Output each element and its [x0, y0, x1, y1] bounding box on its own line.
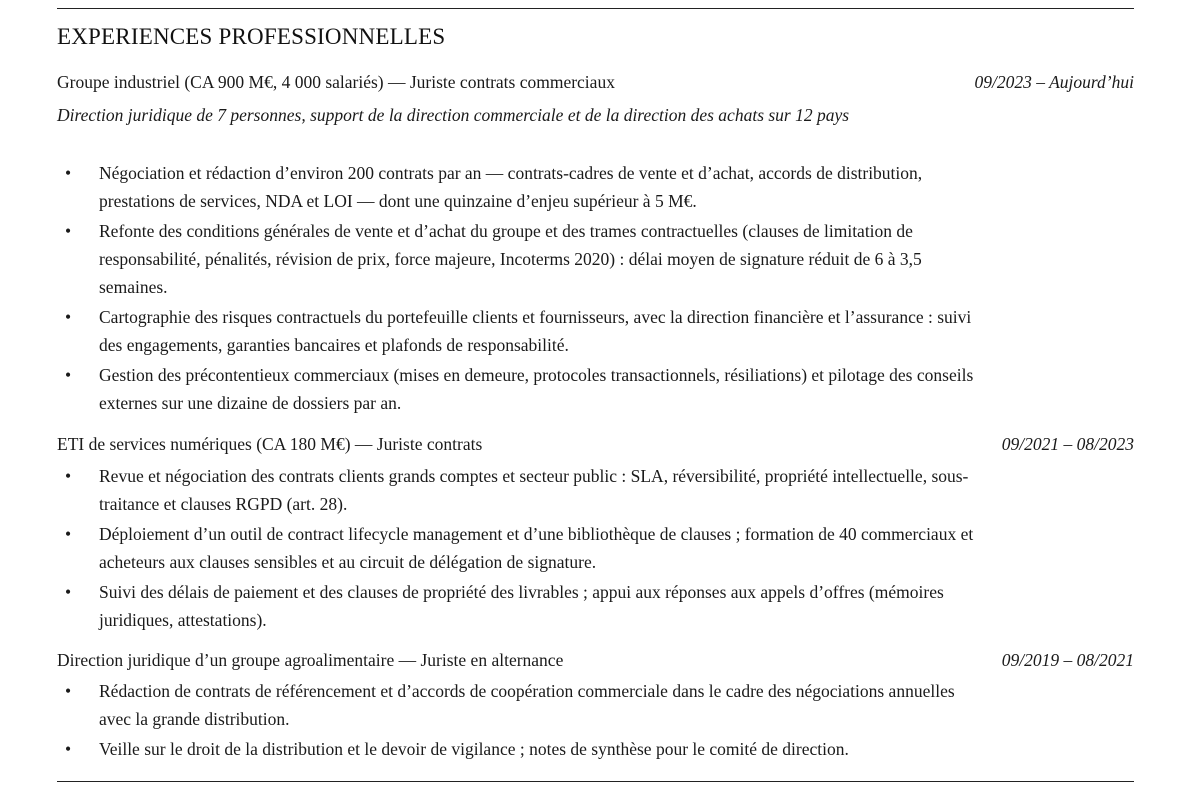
bullet-text: Refonte des conditions générales de vente et d’achat du groupe et des trames contractuelles (clauses de limitation de responsabilité, pénalités, révision de prix, force majeure, Incoterms 2020) : délai moyen de signature réduit de 6 à 3,5 semaines. — [99, 221, 922, 297]
bullet-text: Veille sur le droit de la distribution et le devoir de vigilance ; notes de synthèse pour le comité de direction. — [99, 739, 849, 759]
bullet-icon: • — [65, 582, 72, 602]
bullet-text: Déploiement d’un outil de contract lifecycle management et d’une bibliothèque de clauses ; formation de 40 commerciaux et acheteurs aux clauses sensibles et au circuit de délégation de signature. — [99, 524, 974, 572]
bullet-icon: • — [65, 681, 72, 701]
bullet-text: Rédaction de contrats de référencement et d’accords de coopération commerciale dans le cadre des négociations annuelles avec la grande distribution. — [99, 681, 955, 729]
section-title: EXPERIENCES PROFESSIONNELLES — [57, 24, 446, 49]
job-dates: 09/2019 – 08/2021 — [1001, 650, 1134, 670]
list-item — [57, 735, 987, 763]
job-title: ETI de services numériques (CA 180 M€) — Juriste contrats — [57, 434, 483, 454]
bullet-icon: • — [65, 466, 72, 486]
job-header — [57, 650, 1134, 674]
job-bullet-list — [57, 462, 987, 636]
job-bullet-list — [57, 677, 987, 765]
list-item — [57, 361, 987, 417]
bullet-text: Suivi des délais de paiement et des clauses de propriété des livrables ; appui aux réponses aux appels d’offres (mémoires juridiques, attestations). — [99, 582, 944, 630]
bullet-text: Cartographie des risques contractuels du portefeuille clients et fournisseurs, avec la direction financière et l’assurance : suivi des engagements, garanties bancaires et plafonds de responsabilité. — [99, 307, 972, 355]
bullet-icon: • — [65, 307, 72, 327]
bullet-icon: • — [65, 524, 72, 544]
list-item — [57, 520, 987, 576]
bottom-rule — [57, 781, 1134, 782]
list-item — [57, 217, 987, 301]
job-description: Direction juridique de 7 personnes, support de la direction commerciale et de la direction des achats sur 12 pays — [57, 105, 850, 125]
bullet-icon: • — [65, 163, 72, 183]
list-item — [57, 462, 987, 518]
job-title: Groupe industriel (CA 900 M€, 4 000 salariés) — Juriste contrats commerciaux — [57, 72, 615, 92]
bullet-text: Gestion des précontentieux commerciaux (mises en demeure, protocoles transactionnels, résiliations) et pilotage des conseils externes sur une dizaine de dossiers par an. — [99, 365, 974, 413]
bullet-icon: • — [65, 365, 72, 385]
list-item — [57, 677, 987, 733]
job-dates: 09/2021 – 08/2023 — [1001, 434, 1134, 454]
list-item — [57, 303, 987, 359]
list-item — [57, 578, 987, 634]
job-header — [57, 434, 1134, 458]
bullet-icon: • — [65, 739, 72, 759]
top-rule — [57, 8, 1134, 9]
job-title: Direction juridique d’un groupe agroalimentaire — Juriste en alternance — [57, 650, 564, 670]
list-item — [57, 159, 987, 215]
bullet-text: Négociation et rédaction d’environ 200 contrats par an — contrats-cadres de vente et d’achat, accords de distribution, prestations de services, NDA et LOI — dont une quinzaine d’enjeu supérieur à 5 M€. — [99, 163, 923, 211]
job-dates: 09/2023 – Aujourd’hui — [974, 72, 1134, 92]
bullet-icon: • — [65, 221, 72, 241]
job-header — [57, 72, 1134, 96]
bullet-text: Revue et négociation des contrats clients grands comptes et secteur public : SLA, réversibilité, propriété intellectuelle, sous-traitance et clauses RGPD (art. 28). — [99, 466, 969, 514]
job-bullet-list — [57, 159, 987, 419]
